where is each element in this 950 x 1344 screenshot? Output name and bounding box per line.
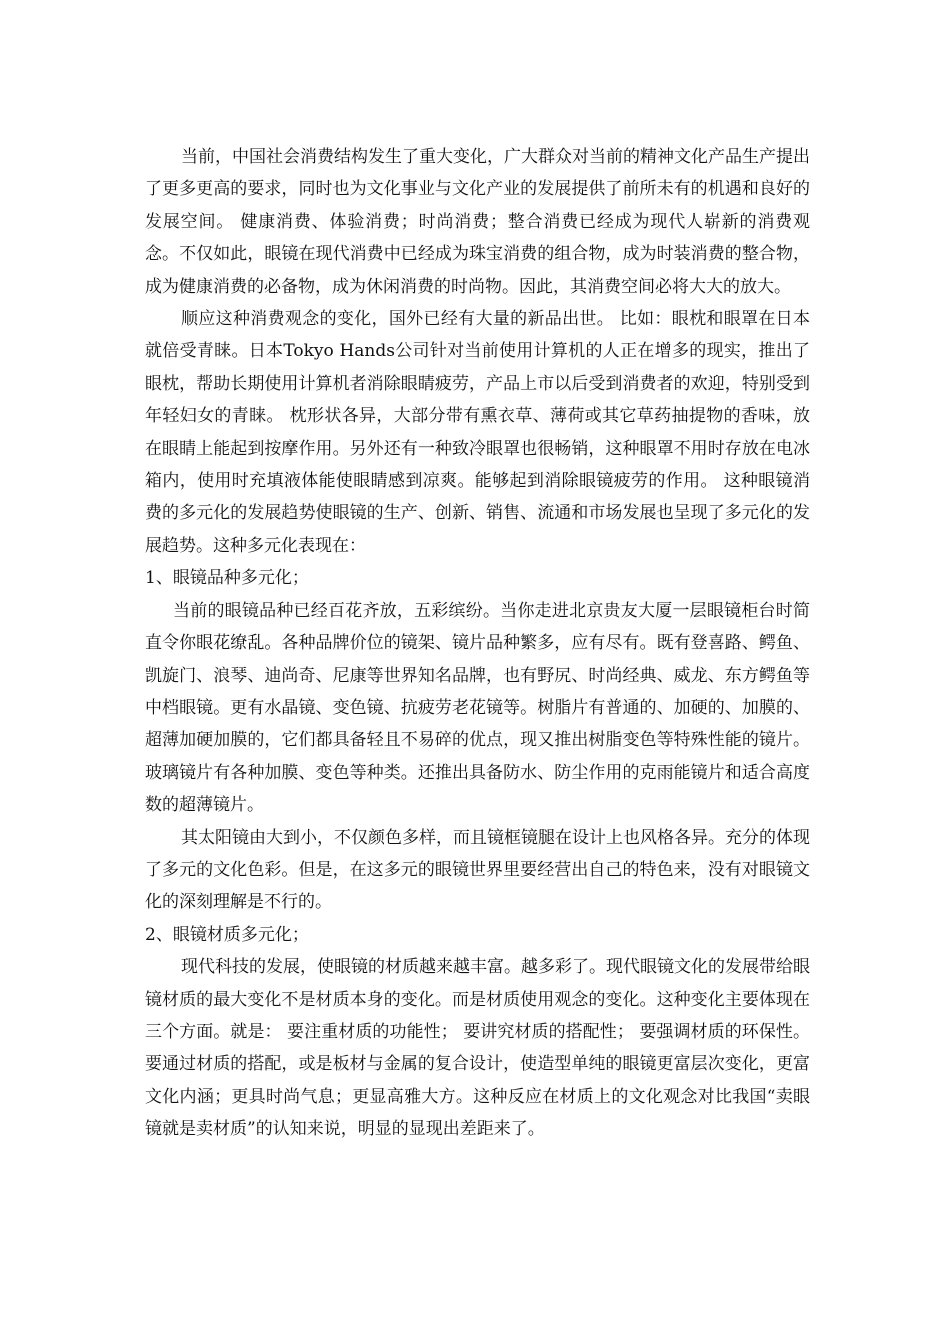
- paragraph-consumption-structure: 当前，中国社会消费结构发生了重大变化，广大群众对当前的精神文化产品生产提出了更多更高的要求，同时也为文化事业与文化产业的发展提供了前所未有的机遇和良好的发展空间。 健康消费、体验消费；时尚消费；整合消费已经成为现代人崭新的消费观念。不仅如此，眼镜在现代消费中已经成为珠宝消费的组合物，成为时装消费的整合物，成为健康消费的必备物，成为休闲消费的时尚物。因此，其消费空间必将大大的放大。: [145, 147, 810, 297]
- paragraph-sunglasses: 其太阳镜由大到小，不仅颜色多样，而且镜框镜腿在设计上也风格各异。充分的体现了多元的文化色彩。但是，在这多元的眼镜世界里要经营出自己的特色来，没有对眼镜文化的深刻理解是不行的。: [145, 827, 810, 913]
- paragraph-new-products: 顺应这种消费观念的变化，国外已经有大量的新品出世。 比如：眼枕和眼罩在日本就倍受青睐。日本Tokyo Hands公司针对当前使用计算机的人正在增多的现实，推出了眼枕，帮助长期使用计算机者消除眼睛疲劳，产品上市以后受到消费者的欢迎，特别受到年轻妇女的青睐。 枕形状各异，大部分带有熏衣草、薄荷或其它草药抽提物的香味，放在眼睛上能起到按摩作用。另外还有一种致冷眼罩也很畅销，这种眼罩不用时存放在电冰箱内，使用时充填液体能使眼睛感到凉爽。能够起到消除眼镜疲劳的作用。 这种眼镜消费的多元化的发展趋势使眼镜的生产、创新、销售、流通和市场发展也呈现了多元化的发展趋势。这种多元化表现在：: [145, 309, 810, 556]
- paragraph-eyewear-variety: 当前的眼镜品种已经百花齐放，五彩缤纷。当你走进北京贵友大厦一层眼镜柜台时简直令你眼花缭乱。各种品牌价位的镜架、镜片品种繁多，应有尽有。既有登喜路、鳄鱼、凯旋门、浪琴、迪尚奇、尼康等世界知名品牌，也有野尻、时尚经典、威龙、东方鳄鱼等中档眼镜。更有水晶镜、变色镜、抗疲劳老花镜等。树脂片有普通的、加硬的、加膜的、超薄加硬加膜的，它们都具备轻且不易碎的优点，现又推出树脂变色等特殊性能的镜片。玻璃镜片有各种加膜、变色等种类。还推出具备防水、防尘作用的克雨能镜片和适合高度数的超薄镜片。: [145, 600, 810, 816]
- document-body: [145, 141, 810, 1146]
- section-heading-materials: 2、眼镜材质多元化；: [145, 924, 309, 945]
- paragraph-materials: 现代科技的发展，使眼镜的材质越来越丰富。越多彩了。现代眼镜文化的发展带给眼镜材质的最大变化不是材质本身的变化。而是材质使用观念的变化。这种变化主要体现在三个方面。就是： 要注重材质的功能性； 要讲究材质的搭配性； 要强调材质的环保性。 要通过材质的搭配，或是板材与金属的复合设计，使造型单纯的眼镜更富层次变化，更富文化内涵；更具时尚气息；更显高雅大方。这种反应在材质上的文化观念对比我国“卖眼镜就是卖材质”的认知来说，明显的显现出差距来了。: [145, 957, 810, 1140]
- section-heading-variety: 1、眼镜品种多元化；: [145, 568, 309, 589]
